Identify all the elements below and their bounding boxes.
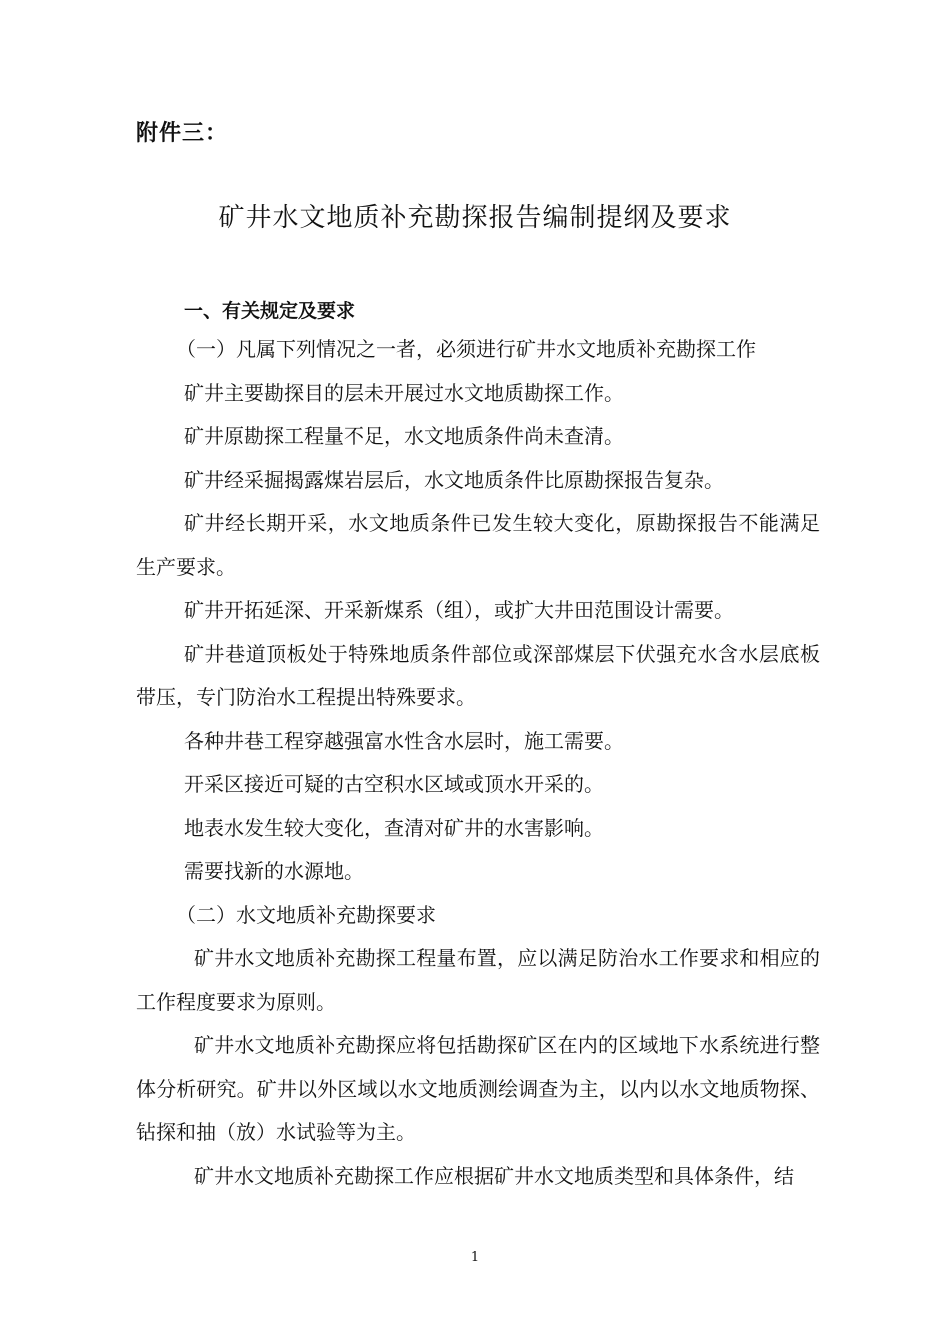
document-title: 矿井水文地质补充勘探报告编制提纲及要求 (218, 203, 732, 233)
list-item: 需要找新的水源地。 (184, 859, 364, 883)
subsection-heading-1: （一）凡属下列情况之一者，必须进行矿井水文地质补充勘探工作 (176, 337, 756, 361)
body-paragraph: 矿井水文地质补充勘探工作应根据矿井水文地质类型和具体条件，结 (194, 1163, 794, 1188)
list-item: 矿井开拓延深、开采新煤系（组），或扩大井田范围设计需要。 (184, 598, 734, 622)
section-heading-1: 一、有关规定及要求 (184, 300, 356, 322)
list-item: 矿井经长期开采，水文地质条件已发生较大变化，原勘探报告不能满足生产要求。 (136, 511, 820, 579)
list-item: 各种井巷工程穿越强富水性含水层时，施工需要。 (184, 728, 624, 753)
list-item: 开采区接近可疑的古空积水区域或顶水开采的。 (184, 772, 604, 796)
document-body (136, 328, 820, 1198)
list-item: 矿井主要勘探目的层未开展过水文地质勘探工作。 (184, 380, 624, 405)
list-item: 地表水发生较大变化，查清对矿井的水害影响。 (184, 815, 604, 840)
list-item: 矿井巷道顶板处于特殊地质条件部位或深部煤层下伏强充水含水层底板带压，专门防治水工程提出特殊要求。 (136, 641, 820, 709)
body-paragraph: 矿井水文地质补充勘探应将包括勘探矿区在内的区域地下水系统进行整体分析研究。矿井以外区域以水文地质测绘调查为主，以内以水文地质物探、钻探和抽（放）水试验等为主。 (136, 1033, 820, 1144)
body-paragraph: 矿井水文地质补充勘探工程量布置，应以满足防治水工作要求和相应的工作程度要求为原则。 (136, 946, 820, 1014)
list-item: 矿井原勘探工程量不足，水文地质条件尚未查清。 (184, 424, 624, 448)
subsection-heading-2: （二）水文地质补充勘探要求 (176, 902, 436, 927)
page-number: 1 (470, 1250, 480, 1265)
list-item: 矿井经采掘揭露煤岩层后，水文地质条件比原勘探报告复杂。 (184, 467, 724, 492)
attachment-label: 附件三： (136, 121, 229, 146)
